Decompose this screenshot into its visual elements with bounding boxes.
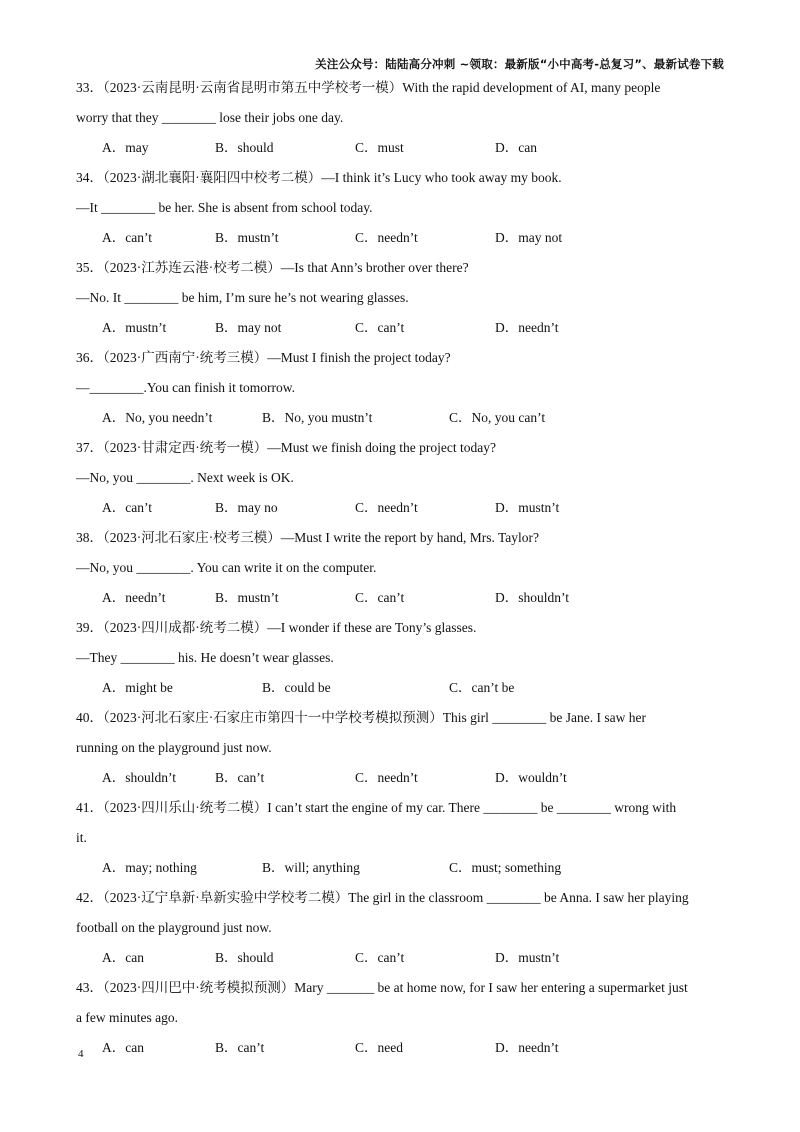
- answer-option-a: A．may: [102, 140, 149, 155]
- answer-option-b: B．could be: [262, 680, 331, 695]
- answer-options: [76, 587, 726, 617]
- answer-option-b: B．can’t: [215, 770, 265, 785]
- question-stem: 43．（2023·四川巴中·统考模拟预测）Mary _______ be at home now, for I saw her entering a supermarket just: [76, 980, 688, 995]
- answer-option-a: A．needn’t: [102, 590, 166, 605]
- answer-options: [76, 1037, 726, 1067]
- answer-option-d: D．can: [495, 140, 537, 155]
- answer-options: [76, 407, 726, 437]
- answer-option-a: A．shouldn’t: [102, 770, 177, 785]
- question-stem-continued: football on the playground just now.: [76, 920, 272, 935]
- answer-option-d: D．needn’t: [495, 320, 559, 335]
- answer-option-b: B．mustn’t: [215, 590, 279, 605]
- question-item: [76, 707, 726, 797]
- answer-option-c: C．needn’t: [355, 500, 418, 515]
- question-stem: 41．（2023·四川乐山·统考二模）I can’t start the engine of my car. There ________ be ________ wrong with: [76, 800, 677, 815]
- question-stem: 35．（2023·江苏连云港·校考二模）—Is that Ann’s brother over there?: [76, 260, 469, 275]
- answer-option-b: B．should: [215, 950, 274, 965]
- question-stem: 42．（2023·辽宁阜新·阜新实验中学校考二模）The girl in the classroom ________ be Anna. I saw her playing: [76, 890, 689, 905]
- answer-options: [76, 947, 726, 977]
- answer-option-a: A．can: [102, 950, 144, 965]
- question-item: [76, 167, 726, 257]
- question-list: [76, 77, 726, 1067]
- question-stem-continued: running on the playground just now.: [76, 740, 272, 755]
- answer-option-a: A．mustn’t: [102, 320, 167, 335]
- question-stem: 37．（2023·甘肃定西·统考一模）—Must we finish doing the project today?: [76, 440, 496, 455]
- answer-options: [76, 497, 726, 527]
- answer-option-c: C．can’t be: [449, 680, 515, 695]
- answer-options: [76, 227, 726, 257]
- answer-option-b: B．No, you mustn’t: [262, 410, 373, 425]
- answer-option-d: D．mustn’t: [495, 500, 560, 515]
- question-stem-continued: a few minutes ago.: [76, 1010, 178, 1025]
- answer-option-d: D．mustn’t: [495, 950, 560, 965]
- answer-option-a: A．No, you needn’t: [102, 410, 213, 425]
- question-item: [76, 257, 726, 347]
- question-item: [76, 437, 726, 527]
- answer-option-c: C．must: [355, 140, 404, 155]
- answer-options: [76, 137, 726, 167]
- question-stem-continued: worry that they ________ lose their jobs one day.: [76, 110, 344, 125]
- answer-option-b: B．will; anything: [262, 860, 360, 875]
- question-stem-continued: —No, you ________. You can write it on the computer.: [76, 560, 377, 575]
- answer-option-d: D．wouldn’t: [495, 770, 567, 785]
- answer-option-c: C．can’t: [355, 950, 405, 965]
- answer-option-b: B．should: [215, 140, 274, 155]
- answer-option-a: A．can’t: [102, 230, 152, 245]
- question-stem-continued: —No, you ________. Next week is OK.: [76, 470, 294, 485]
- question-item: [76, 617, 726, 707]
- answer-option-d: D．needn’t: [495, 1040, 559, 1055]
- answer-options: [76, 317, 726, 347]
- question-stem-continued: it.: [76, 830, 87, 845]
- question-stem: 38．（2023·河北石家庄·校考三模）—Must I write the report by hand, Mrs. Taylor?: [76, 530, 539, 545]
- question-stem-continued: —They ________ his. He doesn’t wear glasses.: [76, 650, 334, 665]
- answer-option-c: C．can’t: [355, 320, 405, 335]
- answer-options: [76, 677, 726, 707]
- question-item: [76, 977, 726, 1067]
- question-stem-continued: —No. It ________ be him, I’m sure he’s not wearing glasses.: [76, 290, 409, 305]
- question-stem: 34．（2023·湖北襄阳·襄阳四中校考二模）—I think it’s Lucy who took away my book.: [76, 170, 562, 185]
- answer-option-c: C．must; something: [449, 860, 562, 875]
- question-stem: 40．（2023·河北石家庄·石家庄市第四十一中学校考模拟预测）This girl ________ be Jane. I saw her: [76, 710, 646, 725]
- question-item: [76, 77, 726, 167]
- question-stem: 33．（2023·云南昆明·云南省昆明市第五中学校考一模）With the rapid development of AI, many people: [76, 80, 661, 95]
- answer-option-b: B．mustn’t: [215, 230, 279, 245]
- answer-option-a: A．may; nothing: [102, 860, 197, 875]
- question-item: [76, 797, 726, 887]
- answer-options: [76, 857, 726, 887]
- answer-option-c: C．needn’t: [355, 770, 418, 785]
- answer-options: [76, 767, 726, 797]
- page-number: 4: [78, 1048, 84, 1060]
- question-item: [76, 527, 726, 617]
- answer-option-b: B．may no: [215, 500, 278, 515]
- answer-option-b: B．can’t: [215, 1040, 265, 1055]
- answer-option-c: C．need: [355, 1040, 403, 1055]
- answer-option-a: A．can’t: [102, 500, 152, 515]
- answer-option-c: C．can’t: [355, 590, 405, 605]
- question-stem: 36．（2023·广西南宁·统考三模）—Must I finish the project today?: [76, 350, 451, 365]
- answer-option-d: D．may not: [495, 230, 563, 245]
- answer-option-c: C．needn’t: [355, 230, 418, 245]
- question-stem-continued: —It ________ be her. She is absent from school today.: [76, 200, 373, 215]
- header-promo-note: 关注公众号：陆陆高分冲刺 ~领取：最新版“小中高考-总复习”、最新试卷下载: [315, 57, 724, 71]
- question-item: [76, 347, 726, 437]
- answer-option-b: B．may not: [215, 320, 282, 335]
- question-item: [76, 887, 726, 977]
- answer-option-a: A．can: [102, 1040, 144, 1055]
- question-stem-continued: —________.You can finish it tomorrow.: [76, 380, 295, 395]
- question-stem: 39．（2023·四川成都·统考二模）—I wonder if these are Tony’s glasses.: [76, 620, 477, 635]
- answer-option-d: D．shouldn’t: [495, 590, 570, 605]
- answer-option-a: A．might be: [102, 680, 173, 695]
- answer-option-c: C．No, you can’t: [449, 410, 546, 425]
